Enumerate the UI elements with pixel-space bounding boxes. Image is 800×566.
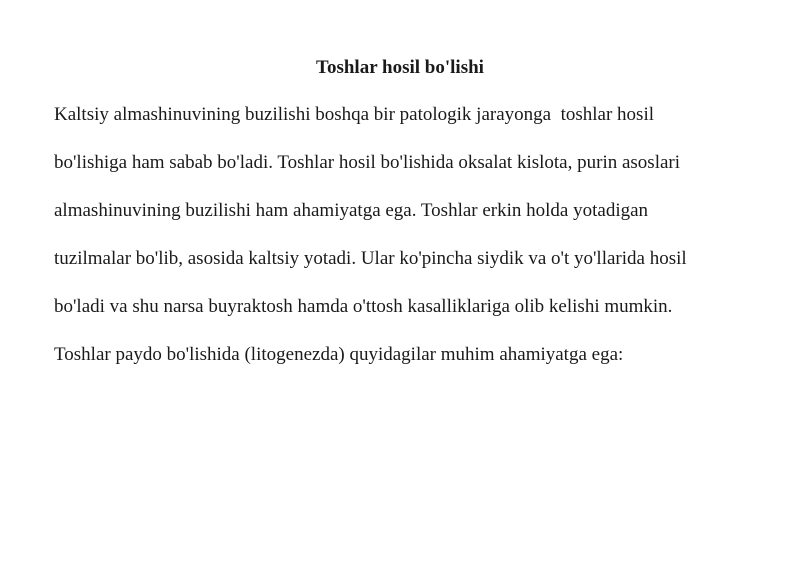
paragraph-line: almashinuvining buzilishi ham ahamiyatga ega. Toshlar erkin holda yotadigan (54, 200, 649, 221)
body-paragraph (54, 101, 754, 389)
paragraph-line: bo'lishiga ham sabab bo'ladi. Toshlar hosil bo'lishida oksalat kislota, purin asoslari (54, 152, 681, 173)
page-title: Toshlar hosil bo'lishi (316, 57, 484, 78)
paragraph-line: bo'ladi va shu narsa buyraktosh hamda o'ttosh kasalliklariga olib kelishi mumkin. (54, 296, 673, 317)
paragraph-line: Kaltsiy almashinuvining buzilishi boshqa bir patologik jarayonga toshlar hosil (54, 104, 655, 125)
paragraph-line: tuzilmalar bo'lib, asosida kaltsiy yotadi. Ular ko'pincha siydik va o't yo'llarida hosil (54, 248, 687, 269)
paragraph-line: Toshlar paydo bo'lishida (litogenezda) quyidagilar muhim ahamiyatga ega: (54, 344, 624, 365)
